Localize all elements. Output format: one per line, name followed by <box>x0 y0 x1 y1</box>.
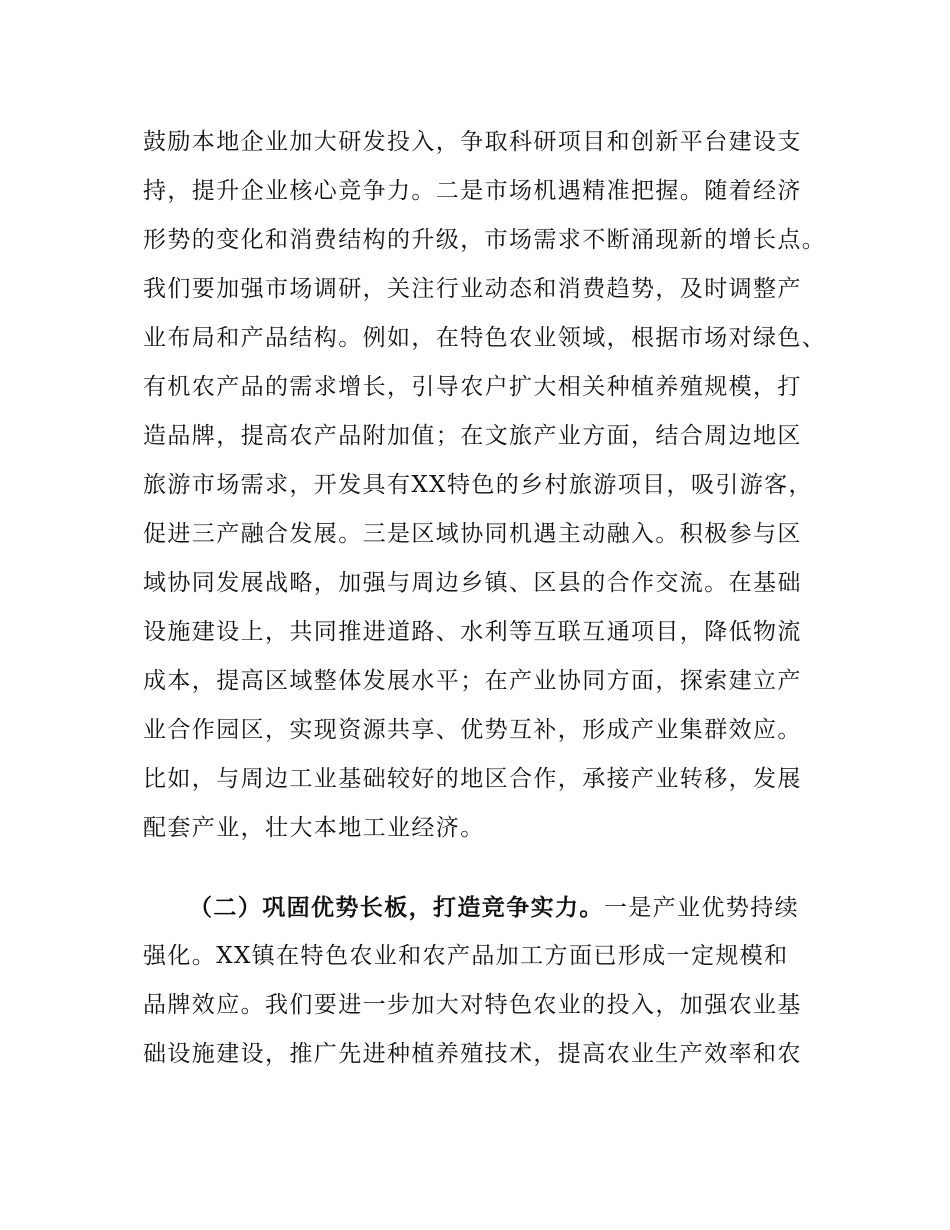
section-heading: （二）巩固优势长板，打造竞争实力。 <box>189 894 604 921</box>
text-line: 配套产业，壮大本地工业经济。 <box>143 815 485 841</box>
text-line: 强化。XX镇在特色农业和农产品加工方面已形成一定规模和 <box>143 943 789 969</box>
section-heading-line <box>143 883 843 932</box>
text-line: 造品牌，提高农产品附加值；在文旅产业方面，结合周边地区 <box>143 423 802 449</box>
paragraph-gap <box>143 853 843 883</box>
text-line: 我们要加强市场调研，关注行业动态和消费趋势，及时调整产 <box>143 276 802 302</box>
text-line: 础设施建设，推广先进种植养殖技术，提高农业生产效率和农 <box>143 1041 802 1067</box>
text-line: 品牌效应。我们要进一步加大对特色农业的投入，加强农业基 <box>143 992 802 1018</box>
text-line: 域协同发展战略，加强与周边乡镇、区县的合作交流。在基础 <box>143 570 802 596</box>
text-line: 成本，提高区域整体发展水平；在产业协同方面，探索建立产 <box>143 668 802 694</box>
text-line: 促进三产融合发展。三是区域协同机遇主动融入。积极参与区 <box>143 521 802 547</box>
text-line: 持，提升企业核心竞争力。二是市场机遇精准把握。随着经济 <box>143 178 802 204</box>
text-line: 形势的变化和消费结构的升级，市场需求不断涌现新的增长点。 <box>143 227 827 253</box>
section-heading-continuation: 一是产业优势持续 <box>603 895 800 921</box>
text-line: 业合作园区，实现资源共享、优势互补，形成产业集群效应。 <box>143 717 802 743</box>
text-line: 有机农产品的需求增长，引导农户扩大相关种植养殖规模，打 <box>143 374 802 400</box>
text-line: 旅游市场需求，开发具有XX特色的乡村旅游项目，吸引游客， <box>143 472 813 498</box>
document-body <box>143 118 843 1079</box>
text-line: 设施建设上，共同推进道路、水利等互联互通项目，降低物流 <box>143 619 802 645</box>
text-line: 鼓励本地企业加大研发投入，争取科研项目和创新平台建设支 <box>143 129 802 155</box>
text-line: 比如，与周边工业基础较好的地区合作，承接产业转移，发展 <box>143 766 802 792</box>
text-line: 业布局和产品结构。例如，在特色农业领域，根据市场对绿色、 <box>143 325 827 351</box>
